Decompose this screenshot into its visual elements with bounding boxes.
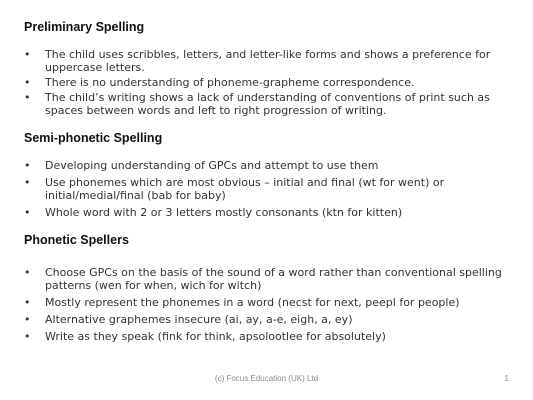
list-item: [24, 76, 519, 89]
section-heading: Semi-phonetic Spelling: [24, 131, 163, 145]
section-heading: Preliminary Spelling: [24, 20, 145, 34]
bullet-icon: •: [24, 91, 31, 104]
list-item-text: Whole word with 2 or 3 letters mostly consonants (ktn for kitten): [45, 206, 403, 219]
list-item: [24, 330, 519, 343]
bullet-list: [24, 48, 519, 117]
bullet-list: [24, 159, 519, 219]
footer-copyright: (c) Focus Education (UK) Ltd: [214, 374, 319, 383]
list-item: [24, 159, 519, 172]
list-item-text: Use phonemes which are most obvious – initial and final (wt for went) or initial/medial/final (bab for baby): [45, 176, 445, 202]
slide-content: [24, 20, 519, 357]
list-item: [24, 176, 519, 202]
list-item: [24, 296, 519, 309]
bullet-icon: •: [24, 206, 31, 219]
list-item: [24, 313, 519, 326]
list-item-text: Alternative graphemes insecure (ai, ay, a-e, eigh, a, ey): [45, 313, 353, 326]
list-item: [24, 91, 519, 117]
bullet-icon: •: [24, 176, 31, 189]
bullet-icon: •: [24, 313, 31, 326]
bullet-list: [24, 266, 519, 343]
section-semi-phonetic-spelling: [24, 131, 519, 219]
list-item-text: Mostly represent the phonemes in a word (necst for next, peepl for people): [45, 296, 460, 309]
list-item-text: The child’s writing shows a lack of understanding of conventions of print such as spaces between words and left to right progression of writing.: [45, 91, 490, 117]
bullet-icon: •: [24, 296, 31, 309]
list-item-text: Choose GPCs on the basis of the sound of a word rather than conventional spelling patterns (wen for when, wich for witch): [45, 266, 502, 292]
bullet-icon: •: [24, 76, 31, 89]
section-heading: Phonetic Spellers: [24, 233, 129, 247]
list-item: [24, 206, 519, 219]
bullet-icon: •: [24, 330, 31, 343]
section-preliminary-spelling: [24, 20, 519, 117]
list-item: [24, 266, 519, 292]
list-item-text: Write as they speak (fink for think, apsolootlee for absolutely): [45, 330, 386, 343]
bullet-icon: •: [24, 266, 31, 279]
list-item: [24, 48, 519, 74]
bullet-icon: •: [24, 159, 31, 172]
section-phonetic-spellers: [24, 233, 519, 343]
list-item-text: Developing understanding of GPCs and attempt to use them: [45, 159, 379, 172]
list-item-text: There is no understanding of phoneme-grapheme correspondence.: [45, 76, 415, 89]
list-item-text: The child uses scribbles, letters, and letter-like forms and shows a preference for uppercase letters.: [45, 48, 491, 74]
bullet-icon: •: [24, 48, 31, 61]
page-number: 1: [504, 374, 509, 383]
